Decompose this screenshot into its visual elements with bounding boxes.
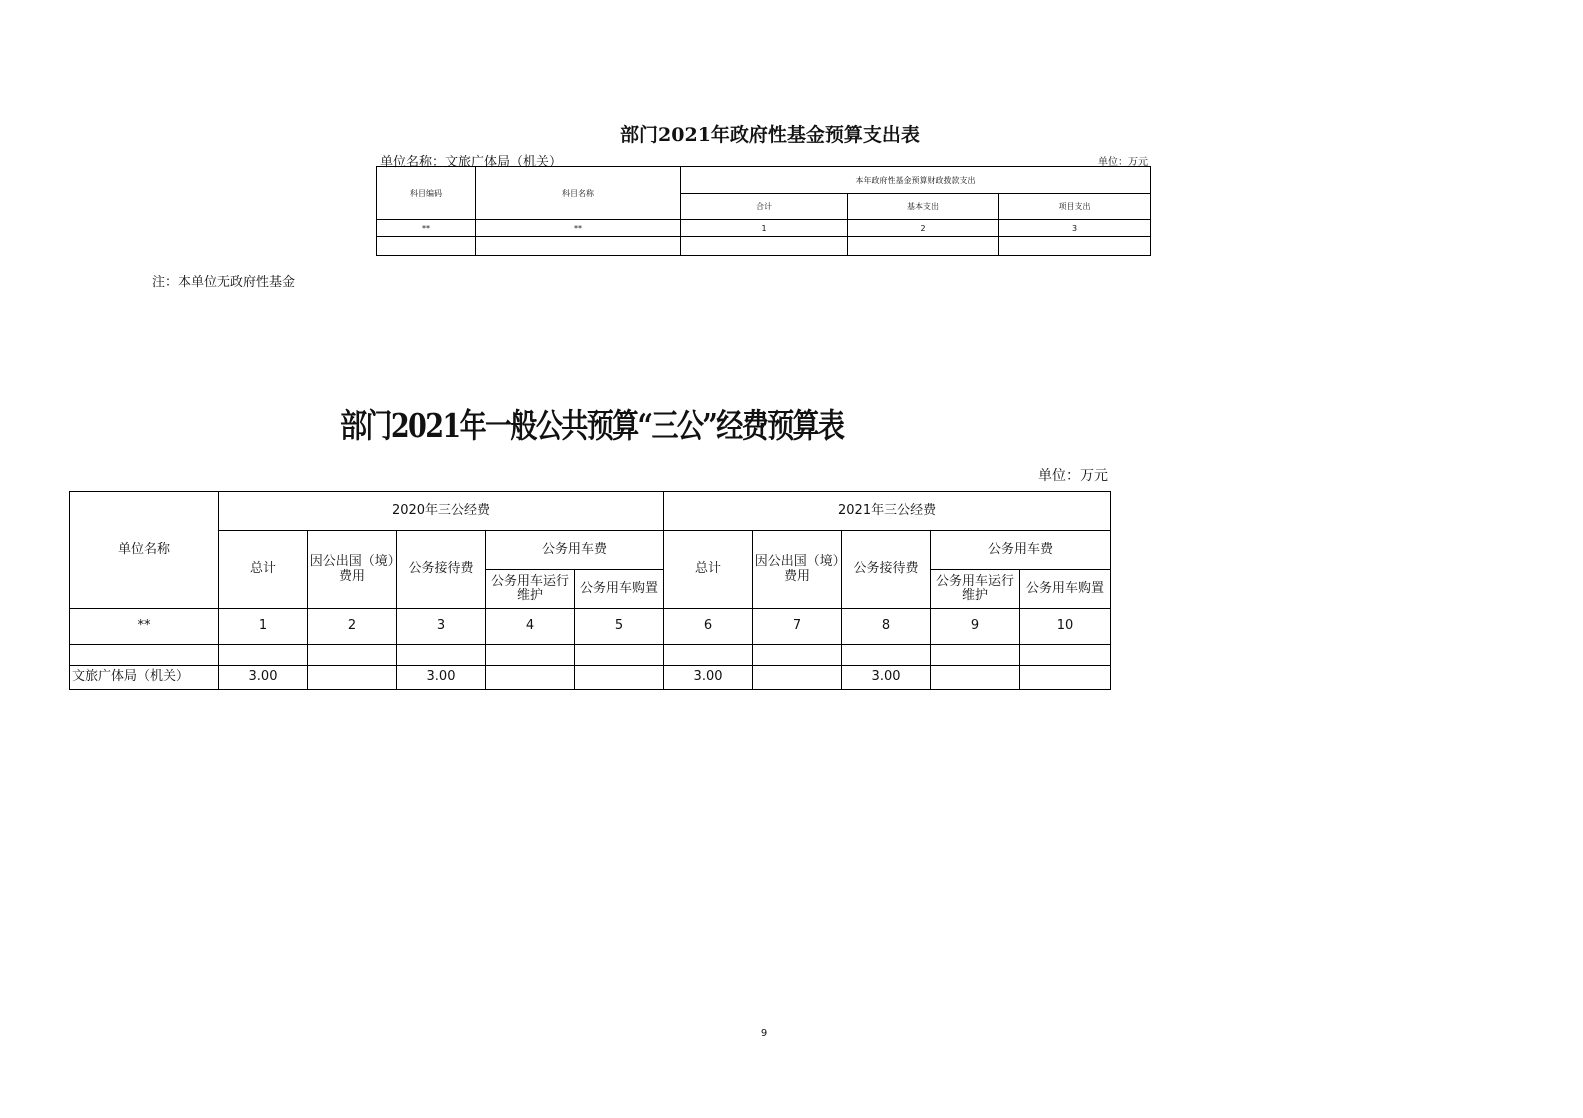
header-reception-2020: 公务接待费 [397, 531, 486, 609]
index-cell: 2 [308, 609, 397, 645]
page-number: 9 [760, 1028, 768, 1039]
government-fund-table [376, 166, 1151, 256]
value-cell [486, 666, 575, 690]
header-reception-2021: 公务接待费 [842, 531, 931, 609]
table2-title: 部门2021年一般公共预算“三公”经费预算表 [340, 406, 844, 445]
header-vehicle-purchase-2020: 公务用车购置 [575, 570, 664, 609]
empty-cell [753, 645, 842, 666]
header-abroad-2021: 因公出国（境）费用 [753, 531, 842, 609]
empty-cell [848, 237, 999, 256]
table1-unit-name: 单位名称：文旅广体局（机关） [380, 155, 563, 170]
empty-cell [377, 237, 476, 256]
index-cell: 4 [486, 609, 575, 645]
value-cell: 3.00 [219, 666, 308, 690]
header-abroad-2020: 因公出国（境）费用 [308, 531, 397, 609]
header-total: 合计 [681, 194, 848, 220]
header-code: 科目编码 [377, 167, 476, 220]
index-cell: 5 [575, 609, 664, 645]
empty-cell [999, 237, 1151, 256]
value-cell: 3.00 [842, 666, 931, 690]
index-cell: ** [476, 220, 681, 237]
value-cell: 3.00 [664, 666, 753, 690]
table1-unit-label: 单位：万元 [1098, 157, 1148, 168]
header-group: 本年政府性基金预算财政拨款支出 [681, 167, 1151, 194]
empty-cell [397, 645, 486, 666]
index-cell: 8 [842, 609, 931, 645]
three-public-expenses-table [69, 491, 1111, 690]
index-cell: 3 [999, 220, 1151, 237]
empty-cell [308, 645, 397, 666]
index-cell: ** [70, 609, 219, 645]
empty-cell [476, 237, 681, 256]
header-total-2020: 总计 [219, 531, 308, 609]
empty-cell [70, 645, 219, 666]
header-vehicle-maintenance-2020: 公务用车运行维护 [486, 570, 575, 609]
table-row [70, 645, 1111, 666]
header-group-2021: 2021年三公经费 [664, 492, 1111, 531]
header-project: 项目支出 [999, 194, 1151, 220]
empty-cell [664, 645, 753, 666]
value-cell [931, 666, 1020, 690]
header-vehicle-purchase-2021: 公务用车购置 [1020, 570, 1111, 609]
row-unit-name: 文旅广体局（机关） [70, 666, 219, 690]
index-cell: 2 [848, 220, 999, 237]
table-row [377, 237, 1151, 256]
empty-cell [575, 645, 664, 666]
value-cell [308, 666, 397, 690]
table1-title: 部门2021年政府性基金预算支出表 [620, 124, 920, 146]
index-cell: 9 [931, 609, 1020, 645]
table2-unit-label: 单位：万元 [1038, 468, 1108, 484]
header-total-2021: 总计 [664, 531, 753, 609]
empty-cell [486, 645, 575, 666]
header-name: 科目名称 [476, 167, 681, 220]
empty-cell [842, 645, 931, 666]
table-row [70, 666, 1111, 690]
index-cell: 7 [753, 609, 842, 645]
header-basic: 基本支出 [848, 194, 999, 220]
header-vehicle-2020: 公务用车费 [486, 531, 664, 570]
empty-cell [931, 645, 1020, 666]
value-cell [753, 666, 842, 690]
empty-cell [219, 645, 308, 666]
index-cell: 3 [397, 609, 486, 645]
index-cell: 1 [681, 220, 848, 237]
index-cell: 1 [219, 609, 308, 645]
table-row [70, 609, 1111, 645]
value-cell: 3.00 [397, 666, 486, 690]
header-vehicle-2021: 公务用车费 [931, 531, 1111, 570]
header-group-2020: 2020年三公经费 [219, 492, 664, 531]
index-cell: 10 [1020, 609, 1111, 645]
header-vehicle-maintenance-2021: 公务用车运行维护 [931, 570, 1020, 609]
empty-cell [681, 237, 848, 256]
value-cell [575, 666, 664, 690]
note: 注：本单位无政府性基金 [152, 275, 296, 290]
header-unit-name: 单位名称 [70, 492, 219, 609]
index-cell: 6 [664, 609, 753, 645]
empty-cell [1020, 645, 1111, 666]
table-row [377, 220, 1151, 237]
index-cell: ** [377, 220, 476, 237]
value-cell [1020, 666, 1111, 690]
